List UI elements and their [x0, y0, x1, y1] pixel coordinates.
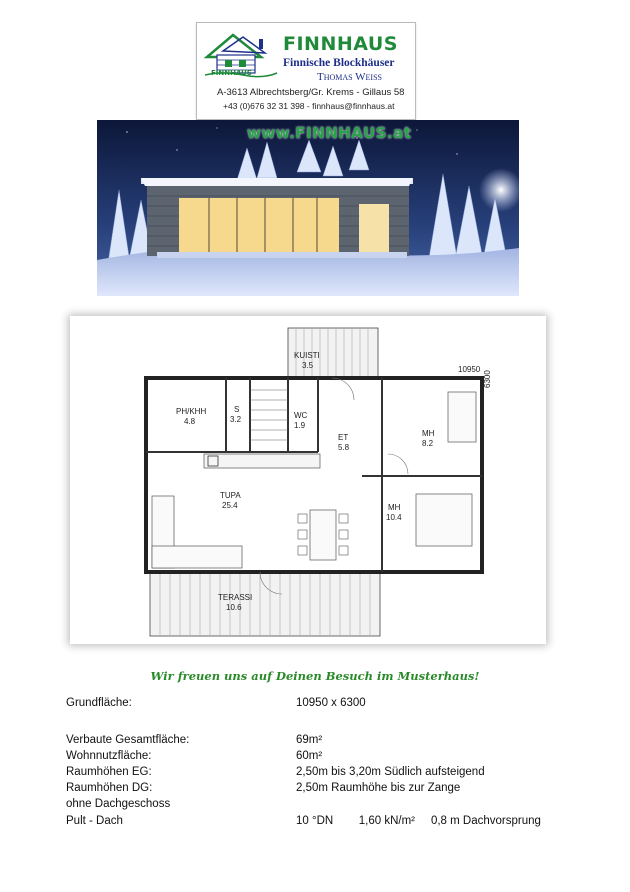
room-area-et: 5.8	[338, 443, 350, 452]
room-area-mh-north: 8.2	[422, 439, 434, 448]
room-area-mh-south: 10.4	[386, 513, 402, 522]
slogan-text: Wir freuen uns auf Deinen Besuch im Musterhaus!	[150, 669, 480, 683]
room-name-et: ET	[338, 433, 349, 442]
room-name-terassi: TERASSI	[218, 593, 253, 602]
room-area-s: 3.2	[230, 415, 242, 424]
room-name-wc: WC	[294, 411, 308, 420]
company-address: A-3613 Albrechtsberg/Gr. Krems - Gillaus 58	[217, 87, 405, 98]
dimension-depth-label: 6300	[483, 370, 492, 388]
room-area-ph-khh: 4.8	[184, 417, 196, 426]
room-name-mh-north: MH	[422, 429, 435, 438]
spec-value-verbaute-flaeche: 69m²	[296, 734, 323, 746]
floor-plan	[70, 316, 546, 644]
brand-name: FINNHAUS	[283, 33, 398, 55]
company-logo-box	[196, 22, 416, 120]
company-contact: +43 (0)676 32 31 398 - finnhaus@finnhaus.at	[223, 101, 395, 111]
spec-value-wohnnutzflaeche: 60m²	[296, 750, 323, 762]
house-night-illustration	[97, 120, 519, 296]
brand-subtitle: Finnische Blockhäuser	[283, 57, 395, 69]
room-name-tupa: TUPA	[220, 491, 241, 500]
spec-label-grundflaeche: Grundfläche:	[66, 697, 132, 709]
website-url-banner: www.FINNHAUS.at	[247, 124, 412, 142]
spec-label-pultdach: Pult - Dach	[66, 815, 123, 827]
spec-label-verbaute-flaeche: Verbaute Gesamtfläche:	[66, 734, 190, 746]
spec-value-grundflaeche: 10950 x 6300	[296, 697, 366, 709]
house-photo	[97, 120, 519, 296]
dimension-width-label: 10950	[458, 365, 481, 374]
room-area-tupa: 25.4	[222, 501, 238, 510]
room-name-s: S	[234, 405, 240, 414]
spec-label-raumhoehen-eg: Raumhöhen EG:	[66, 766, 152, 778]
logo-small-text: FINNHAUS	[211, 69, 252, 77]
spec-value-pultdach: 10 °DN 1,60 kN/m² 0,8 m Dachvorsprung	[296, 815, 541, 827]
room-area-terassi: 10.6	[226, 603, 242, 612]
spec-label-wohnnutzflaeche: Wohnnutzfläche:	[66, 750, 152, 762]
spec-label-raumhoehen-dg: Raumhöhen DG:	[66, 782, 153, 794]
floor-plan-drawing	[70, 316, 546, 644]
room-area-kuisti: 3.5	[302, 361, 314, 370]
room-name-kuisti: KUISTI	[294, 351, 320, 360]
spec-value-raumhoehen-eg: 2,50m bis 3,20m Südlich aufsteigend	[296, 766, 485, 778]
owner-name: Thomas Weiß	[317, 71, 382, 83]
room-area-wc: 1.9	[294, 421, 306, 430]
spec-value-raumhoehen-dg: 2,50m Raumhöhe bis zur Zange	[296, 782, 461, 794]
room-name-ph-khh: PH/KHH	[176, 407, 207, 416]
spec-label-ohne-dachgeschoss: ohne Dachgeschoss	[66, 798, 171, 810]
room-name-mh-south: MH	[388, 503, 401, 512]
